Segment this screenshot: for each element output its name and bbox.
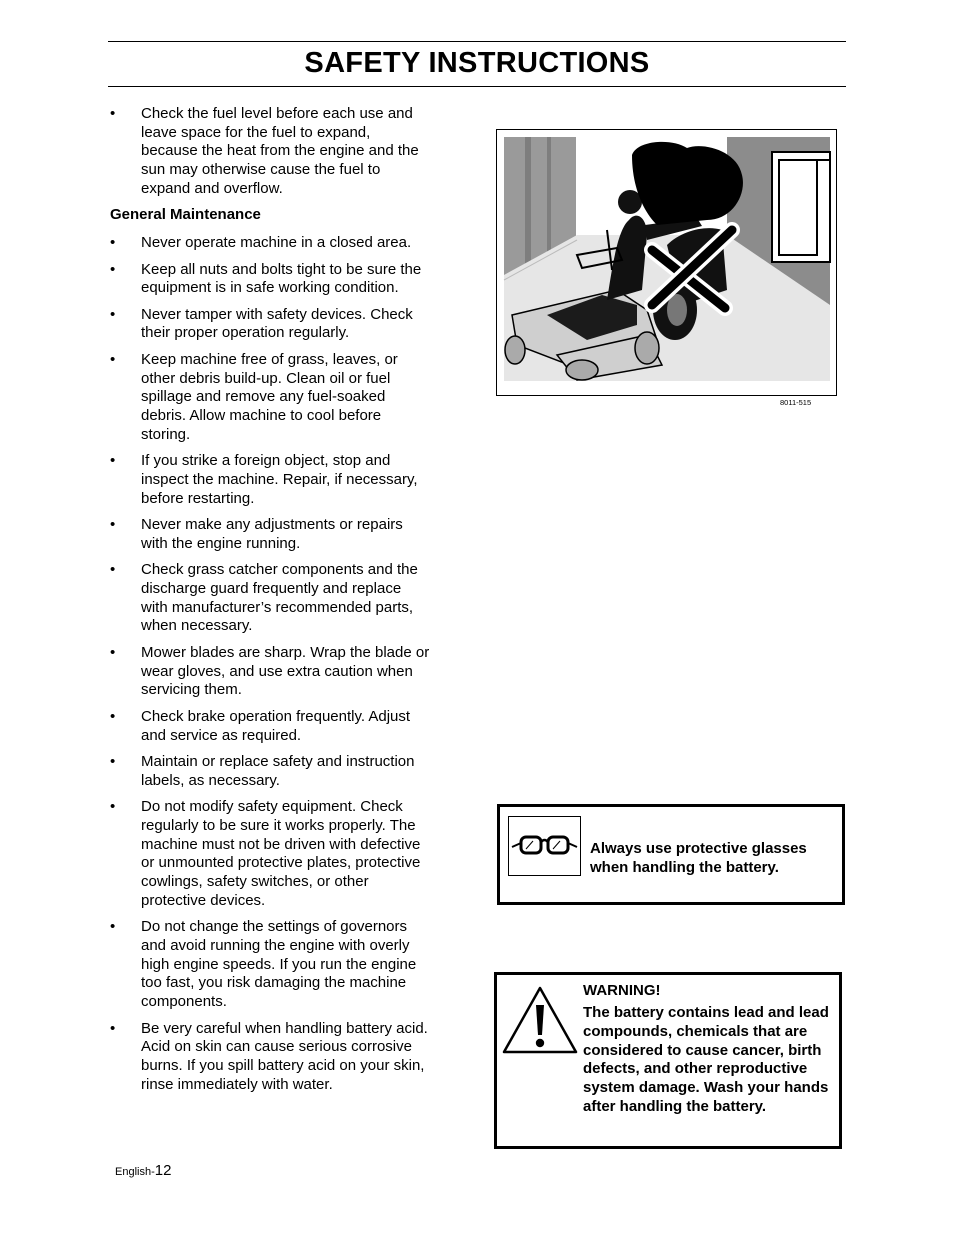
list-item-text: Be very careful when handling battery acid. Acid on skin can cause serious corrosive burns. If you spill battery acid on your skin, rinse immediately with water. (141, 1019, 428, 1093)
warning-triangle-icon (501, 985, 579, 1055)
list-item (110, 105, 430, 199)
bullet-dot: • (110, 753, 116, 771)
footer-language: English- (115, 1166, 155, 1178)
maintenance-list (110, 234, 430, 1094)
warning-title: WARNING! (583, 982, 661, 999)
list-item-text: Do not modify safety equipment. Check regularly to be sure it works properly. The machine must not be driven with defective or unmounted protective plates, protective cowlings, safety switches, or other protective devices. (141, 798, 421, 909)
mower-closed-area-illustration (497, 130, 836, 395)
warning-text: The battery contains lead and lead compounds, chemicals that are considered to cause cancer, birth defects, and other reproductive system damage. Wash your hands after handling the battery. (583, 1004, 829, 1115)
safety-glasses-icon (508, 816, 581, 876)
bullet-dot: • (110, 105, 116, 122)
list-item-text: Maintain or replace safety and instruction labels, as necessary. (141, 753, 415, 789)
bullet-dot: • (110, 561, 116, 579)
list-item (110, 306, 430, 343)
figure-code: 8011-515 (780, 398, 812, 407)
bullet-dot: • (110, 350, 116, 368)
list-item (110, 644, 430, 700)
bullet-dot: • (110, 707, 116, 725)
list-item (110, 1020, 430, 1095)
warning-box (494, 972, 842, 1149)
list-item-text: Keep machine free of grass, leaves, or other debris build-up. Clean oil or fuel spillage and remove any fuel-soaked debris. Allow machine to cool before storing. (141, 350, 398, 443)
list-item (110, 753, 430, 790)
bullet-dot: • (110, 516, 116, 534)
illustration-frame (496, 129, 837, 396)
list-item (110, 234, 430, 253)
section-heading: General Maintenance (110, 206, 261, 224)
list-item-text: Check the fuel level before each use and leave space for the fuel to expand, because the heat from the engine and the sun may otherwise cause the fuel to expand and overflow. (141, 105, 419, 197)
list-item (110, 452, 430, 508)
list-item (110, 561, 430, 636)
list-item (110, 918, 430, 1012)
left-column (110, 105, 430, 1102)
list-item (110, 261, 430, 298)
list-item-text: Mower blades are sharp. Wrap the blade or wear gloves, and use extra caution when servicing them. (141, 643, 430, 699)
list-item-text: If you strike a foreign object, stop and inspect the machine. Repair, if necessary, before restarting. (141, 452, 418, 507)
bullet-dot: • (110, 452, 116, 470)
page-footer (115, 1162, 171, 1181)
list-item-text: Check grass catcher components and the discharge guard frequently and replace with manufacturer’s recommended parts, when necessary. (141, 561, 418, 635)
list-item-text: Never tamper with safety devices. Check their proper operation regularly. (141, 305, 413, 342)
bullet-dot: • (110, 798, 116, 816)
notice-text: Always use protective glasses when handling the battery. (590, 840, 807, 876)
header-top-rule (108, 41, 846, 42)
bullet-dot: • (110, 234, 116, 252)
list-item-text: Keep all nuts and bolts tight to be sure the equipment is in safe working condition. (141, 260, 422, 297)
header-bottom-rule (108, 86, 846, 87)
safety-notice-box (497, 804, 845, 905)
bullet-dot: • (110, 643, 116, 661)
page-title: SAFETY INSTRUCTIONS (304, 47, 650, 79)
list-item-text: Never make any adjustments or repairs with the engine running. (141, 516, 403, 552)
bullet-dot: • (110, 260, 116, 278)
list-item (110, 708, 430, 745)
bullet-dot: • (110, 305, 116, 323)
list-item-text: Check brake operation frequently. Adjust and service as required. (141, 707, 411, 744)
list-item (110, 798, 430, 910)
page-number: 12 (154, 1162, 172, 1179)
list-item (110, 351, 430, 445)
bullet-dot: • (110, 1019, 116, 1037)
list-item-text: Never operate machine in a closed area. (141, 234, 412, 252)
bullet-dot: • (110, 918, 116, 936)
list-item-text: Do not change the settings of governors and avoid running the engine with overly high engine speeds. If you run the engine too fast, you risk damaging the machine components. (141, 918, 417, 1011)
list-item (110, 516, 430, 553)
